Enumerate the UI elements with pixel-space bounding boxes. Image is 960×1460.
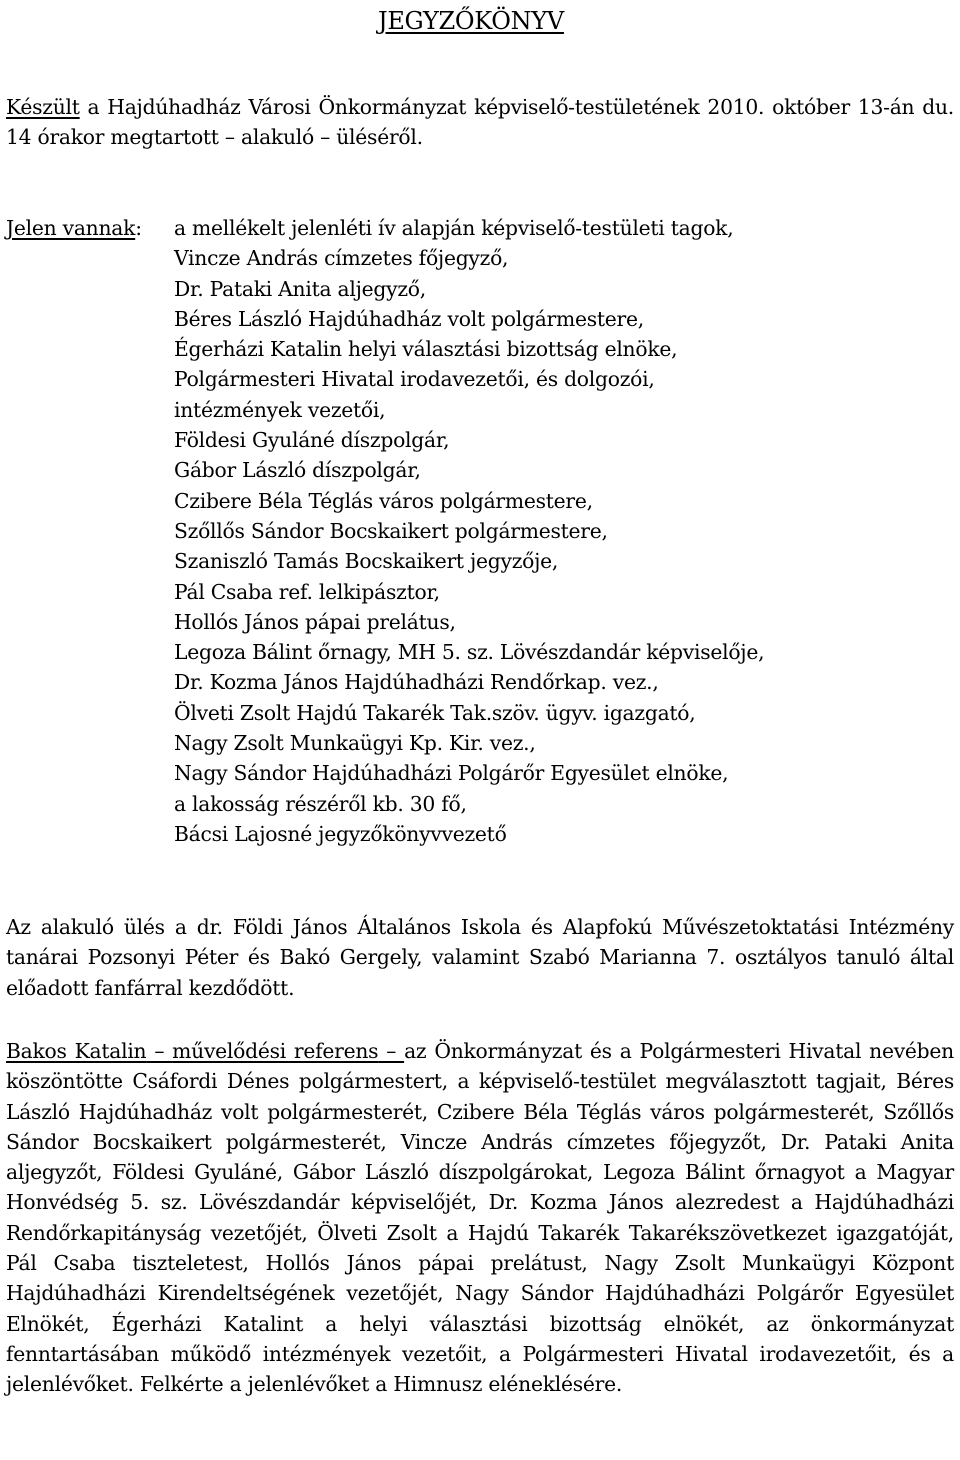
attendance-label-text: Jelen vannak xyxy=(6,216,136,240)
attendance-label-colon: : xyxy=(135,216,142,240)
attendee-item: Bácsi Lajosné jegyzőkönyvvezető xyxy=(174,821,507,846)
attendee-item: Földesi Gyuláné díszpolgár, xyxy=(174,428,450,453)
attendee-item: Szaniszló Tamás Bocskaikert jegyzője, xyxy=(174,549,559,574)
attendee-item: Dr. Pataki Anita aljegyző, xyxy=(174,276,426,301)
attendee-item: a mellékelt jelenléti ív alapján képviselő-testületi tagok, xyxy=(174,216,734,240)
attendee-item: Béres László Hajdúhadház volt polgármestere, xyxy=(174,306,644,331)
attendee-item: Ölveti Zsolt Hajdú Takarék Tak.szöv. ügyv. igazgató, xyxy=(174,700,696,725)
speaker-role: művelődési referens xyxy=(172,1039,379,1063)
attendee-item: Égerházi Katalin helyi választási bizottság elnöke, xyxy=(174,337,678,362)
attendee-item: Hollós János pápai prelátus, xyxy=(174,609,456,634)
attendee-item: Pál Csaba ref. lelkipásztor, xyxy=(174,579,440,604)
speaker-dash: – xyxy=(146,1039,173,1063)
attendee-item: Nagy Sándor Hajdúhadházi Polgárőr Egyesület elnöke, xyxy=(174,761,729,786)
attendance-label xyxy=(6,213,142,243)
speech-text: az Önkormányzat és a Polgármesteri Hivatal nevében köszöntötte Csáfordi Dénes polgármestert, a képviselő-testület megválasztott tagjait, Béres László Hajdúhadház volt polgármesterét, Czibere Béla Téglás város polgármesterét, Szőllős Sándor Bocskaikert polgármesterét, Vincze András címzetes főjegyzőt, Dr. Pataki Anita aljegyzőt, Földesi Gyuláné, Gábor László díszpolgárokat, Legoza Bálint őrnagyot a Magyar Honvédség 5. sz. Lövészdandár képviselőjét, Dr. Kozma János alezredest a Hajdúhadházi Rendőrkapitányság vezetőjét, Ölveti Zsolt a Hajdú Takarék Takarékszövetkezet igazgatóját, Pál Csaba tiszteletest, Hollós János pápai prelátust, Nagy Zsolt Munkaügyi Központ Hajdúhadházi Kirendeltségének vezetőjét, Nagy Sándor Hajdúhadházi Polgárőr Egyesület Elnökét, Égerházi Katalint a helyi választási bizottság elnökét, az önkormányzat fenntartásában működő intézmények vezetőit, a Polgármesteri Hivatal irodavezetőit, és a jelenlévőket. Felkérte a jelenlévőket a Himnusz eléneklésére. xyxy=(6,1039,954,1397)
attendee-item: intézmények vezetői, xyxy=(174,397,386,422)
attendee-item: Vincze András címzetes főjegyző, xyxy=(174,246,509,271)
speech-paragraph xyxy=(6,1036,954,1400)
opening-paragraph: Az alakuló ülés a dr. Földi János Általános Iskola és Alapfokú Művészetoktatási Intézmény tanárai Pozsonyi Péter és Bakó Gergely, valamint Szabó Marianna 7. osztályos tanuló által előadott fanfárral kezdődött. xyxy=(6,915,954,1000)
speaker-dash-end: – xyxy=(378,1039,405,1063)
attendee-item: Gábor László díszpolgár, xyxy=(174,458,421,483)
attendee-item: Legoza Bálint őrnagy, MH 5. sz. Lövészdandár képviselője, xyxy=(174,640,765,665)
attendee-item: Szőllős Sándor Bocskaikert polgármestere, xyxy=(174,518,608,543)
speaker-name: Bakos Katalin xyxy=(6,1039,147,1063)
attendee-item: Dr. Kozma János Hajdúhadházi Rendőrkap. vez., xyxy=(174,670,659,695)
intro-paragraph xyxy=(6,92,954,153)
attendee-item: Czibere Béla Téglás város polgármestere, xyxy=(174,488,593,513)
document-title: JEGYZŐKÖNYV xyxy=(378,7,564,35)
attendee-item: Polgármesteri Hivatal irodavezetői, és dolgozói, xyxy=(174,367,655,392)
intro-label: Készült xyxy=(6,95,80,119)
attendee-item: Nagy Zsolt Munkaügyi Kp. Kir. vez., xyxy=(174,731,536,756)
attendee-list xyxy=(174,213,954,849)
intro-text: a Hajdúhadház Városi Önkormányzat képviselő-testületének 2010. október 13-án du. 14 órakor megtartott – alakuló – üléséről. xyxy=(6,95,954,150)
attendee-item: a lakosság részéről kb. 30 fő, xyxy=(174,791,467,816)
